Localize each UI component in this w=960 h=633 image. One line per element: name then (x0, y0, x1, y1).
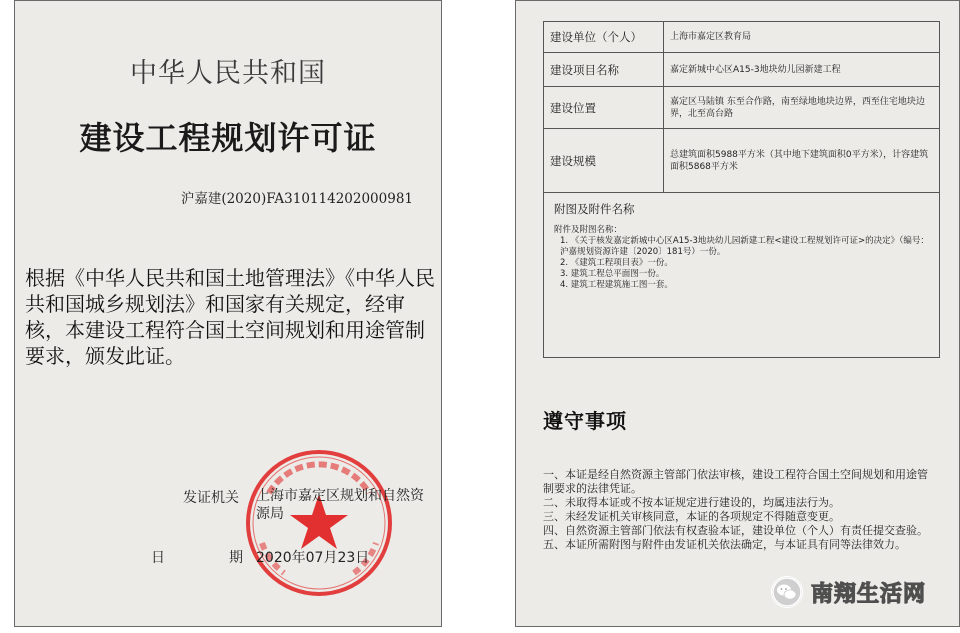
attachments-title: 附图及附件名称 (554, 202, 635, 216)
attachment-item: 4. 建筑工程建筑施工图一套。 (560, 280, 673, 290)
rules-heading: 遵守事项 (543, 409, 627, 433)
watermark-text: 南翔生活网 (811, 581, 927, 607)
attachment-item: 3. 建筑工程总平面图一份。 (560, 269, 665, 279)
row-label: 建设位置 (544, 87, 664, 129)
rule-item: 二、未取得本证或不按本证规定进行建设的，均属违法行为。 (543, 496, 840, 509)
rule-item: 五、本证所需附图与附件由发证机关依法确定，与本证具有同等法律效力。 (543, 538, 906, 551)
permit-front-page (14, 0, 442, 627)
row-value: 上海市嘉定区教育局 (664, 22, 940, 53)
rule-item: 四、自然资源主管部门依法有权查验本证，建设单位（个人）有责任提交查验。 (543, 524, 928, 537)
issuer-value: 上海市嘉定区规划和自然资源局 (256, 488, 424, 522)
attachments-section (543, 192, 940, 358)
row-label: 建设项目名称 (544, 53, 664, 87)
permit-title: 建设工程规划许可证 (79, 119, 377, 157)
permit-detail-page (515, 0, 960, 627)
attachments-intro: 附件及附图名称： (554, 225, 623, 235)
row-value: 嘉定区马陆镇 东至合作路，南至绿地地块边界，西至住宅地块边界，北至高台路 (664, 87, 940, 129)
permit-body-text: 根据《中华人民共和国土地管理法》《中华人民共和国城乡规划法》和国家有关规定，经审核，本建设工程符合国土空间规划和用途管制要求，颁发此证。 (25, 266, 435, 368)
permit-number: 沪嘉建(2020)FA310114202000981 (180, 191, 413, 207)
rule-item: 一、本证是经自然资源主管部门依法审核，建设工程符合国土空间规划和用途管制要求的法律凭证。 (543, 468, 928, 495)
issue-date: 2020年07月23日 (256, 550, 370, 566)
row-label: 建设规模 (544, 129, 664, 193)
table-row (544, 22, 940, 53)
row-value: 总建筑面积5988平方米（其中地下建筑面积0平方米），计容建筑面积5868平方米 (664, 129, 940, 193)
table-row (544, 53, 940, 87)
date-label-char-2: 期 (229, 550, 243, 566)
watermark (771, 576, 926, 608)
table-row (544, 87, 940, 129)
official-seal-stamp (244, 448, 394, 598)
wechat-icon (771, 576, 803, 608)
table-row (544, 129, 940, 193)
issuer-label: 发证机关 (183, 490, 239, 506)
rule-item: 三、未经发证机关审核同意，本证的各项规定不得随意变更。 (543, 510, 840, 523)
rules-list (543, 468, 938, 552)
row-value: 嘉定新城中心区A15-3地块幼儿园新建工程 (664, 53, 940, 87)
date-label-char-1: 日 (151, 550, 165, 566)
attachment-item: 1. 《关于核发嘉定新城中心区A15-3地块幼儿园新建工程<建设工程规划许可证>的决定》（编号：沪嘉规划资源许建〔2020〕181号）一份。 (560, 236, 929, 257)
attachment-item: 2. 《建筑工程项目表》一份。 (560, 258, 673, 268)
row-label: 建设单位（个人） (544, 22, 664, 53)
country-name: 中华人民共和国 (130, 58, 326, 89)
project-info-table (543, 21, 940, 193)
